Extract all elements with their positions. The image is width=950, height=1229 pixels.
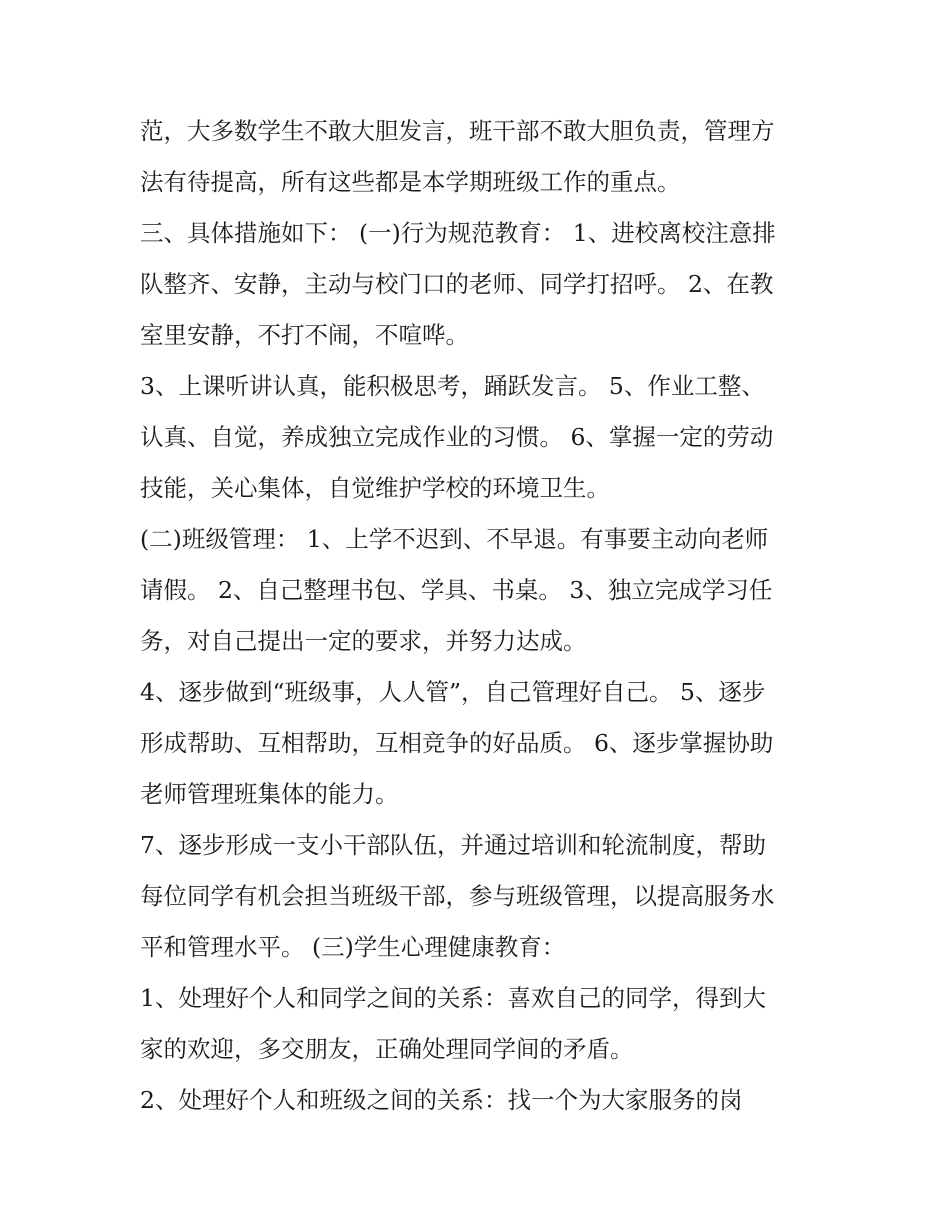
text-line: (二)班级管理： 1、上学不迟到、不早退。有事要主动向老师 bbox=[140, 525, 769, 553]
document-body bbox=[140, 106, 830, 1126]
text-line: 老师管理班集体的能力。 bbox=[140, 780, 399, 808]
text-line: 务，对自己提出一定的要求，并努力达成。 bbox=[140, 627, 587, 655]
text-line: 范，大多数学生不敢大胆发言，班干部不敢大胆负责，管理方 bbox=[140, 117, 775, 145]
text-line: 家的欢迎，多交朋友，正确处理同学间的矛盾。 bbox=[140, 1035, 634, 1063]
text-line: 3、上课听讲认真，能积极思考，踊跃发言。 5、作业工整、 bbox=[140, 372, 765, 400]
text-line: 形成帮助、互相帮助，互相竞争的好品质。 6、逐步掌握协助 bbox=[140, 729, 774, 757]
text-line: 1、处理好个人和同学之间的关系：喜欢自己的同学，得到大 bbox=[140, 984, 766, 1012]
text-line: 队整齐、安静，主动与校门口的老师、同学打招呼。 2、在教 bbox=[140, 270, 774, 298]
text-line: 2、处理好个人和班级之间的关系：找一个为大家服务的岗 bbox=[140, 1086, 743, 1114]
text-line: 三、具体措施如下： (一)行为规范教育： 1、进校离校注意排 bbox=[140, 219, 776, 247]
text-line: 技能，关心集体，自觉维护学校的环境卫生。 bbox=[140, 474, 610, 502]
text-line: 平和管理水平。 (三)学生心理健康教育： bbox=[140, 933, 566, 961]
text-line: 认真、自觉，养成独立完成作业的习惯。 6、掌握一定的劳动 bbox=[140, 423, 774, 451]
text-line: 4、逐步做到“班级事，人人管”，自己管理好自己。 5、逐步 bbox=[140, 678, 766, 706]
text-line: 请假。 2、自己整理书包、学具、书桌。 3、独立完成学习任 bbox=[140, 576, 773, 604]
text-line: 室里安静，不打不闹，不喧哗。 bbox=[140, 321, 469, 349]
text-line: 每位同学有机会担当班级干部，参与班级管理，以提高服务水 bbox=[140, 882, 775, 910]
text-line: 7、逐步形成一支小干部队伍，并通过培训和轮流制度，帮助 bbox=[140, 831, 766, 859]
text-line: 法有待提高，所有这些都是本学期班级工作的重点。 bbox=[140, 168, 681, 196]
